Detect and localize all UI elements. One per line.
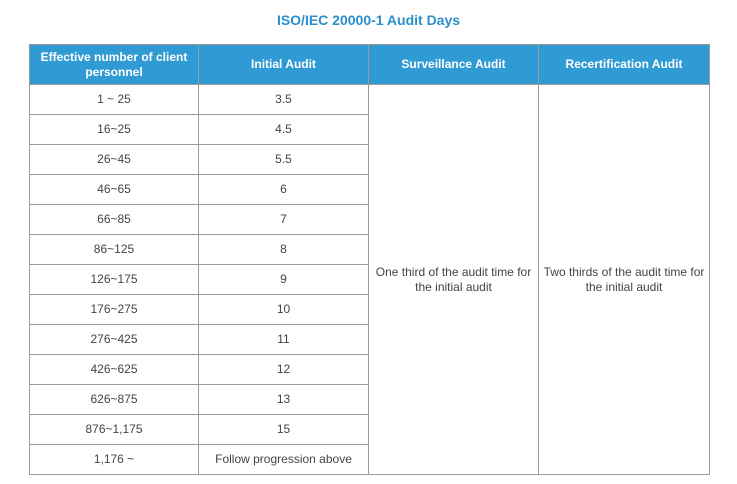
table-row (30, 85, 710, 115)
personnel-cell: 46~65 (30, 175, 199, 205)
initial-audit-cell: 7 (199, 205, 369, 235)
personnel-cell: 876~1,175 (30, 415, 199, 445)
personnel-cell: 16~25 (30, 115, 199, 145)
personnel-cell: 86~125 (30, 235, 199, 265)
header-surveillance-audit: Surveillance Audit (369, 45, 539, 85)
personnel-cell: 626~875 (30, 385, 199, 415)
page-title: ISO/IEC 20000-1 Audit Days (276, 12, 461, 28)
header-initial-audit: Initial Audit (199, 45, 369, 85)
header-recertification-audit: Recertification Audit (539, 45, 710, 85)
personnel-cell: 176~275 (30, 295, 199, 325)
initial-audit-cell: 13 (199, 385, 369, 415)
initial-audit-cell: Follow progression above (199, 445, 369, 475)
personnel-cell: 66~85 (30, 205, 199, 235)
initial-audit-cell: 6 (199, 175, 369, 205)
initial-audit-cell: 5.5 (199, 145, 369, 175)
personnel-cell: 1 ~ 25 (30, 85, 199, 115)
personnel-cell: 426~625 (30, 355, 199, 385)
personnel-cell: 276~425 (30, 325, 199, 355)
header-personnel: Effective number of client personnel (30, 45, 199, 85)
initial-audit-cell: 15 (199, 415, 369, 445)
initial-audit-cell: 12 (199, 355, 369, 385)
initial-audit-cell: 8 (199, 235, 369, 265)
personnel-cell: 26~45 (30, 145, 199, 175)
initial-audit-cell: 9 (199, 265, 369, 295)
initial-audit-cell: 11 (199, 325, 369, 355)
table-header-row (30, 45, 710, 85)
surveillance-audit-cell: One third of the audit time for the initial audit (369, 85, 539, 475)
personnel-cell: 126~175 (30, 265, 199, 295)
recertification-audit-cell: Two thirds of the audit time for the initial audit (539, 85, 710, 475)
initial-audit-cell: 4.5 (199, 115, 369, 145)
initial-audit-cell: 10 (199, 295, 369, 325)
initial-audit-cell: 3.5 (199, 85, 369, 115)
personnel-cell: 1,176 ~ (30, 445, 199, 475)
audit-days-table (29, 44, 710, 475)
